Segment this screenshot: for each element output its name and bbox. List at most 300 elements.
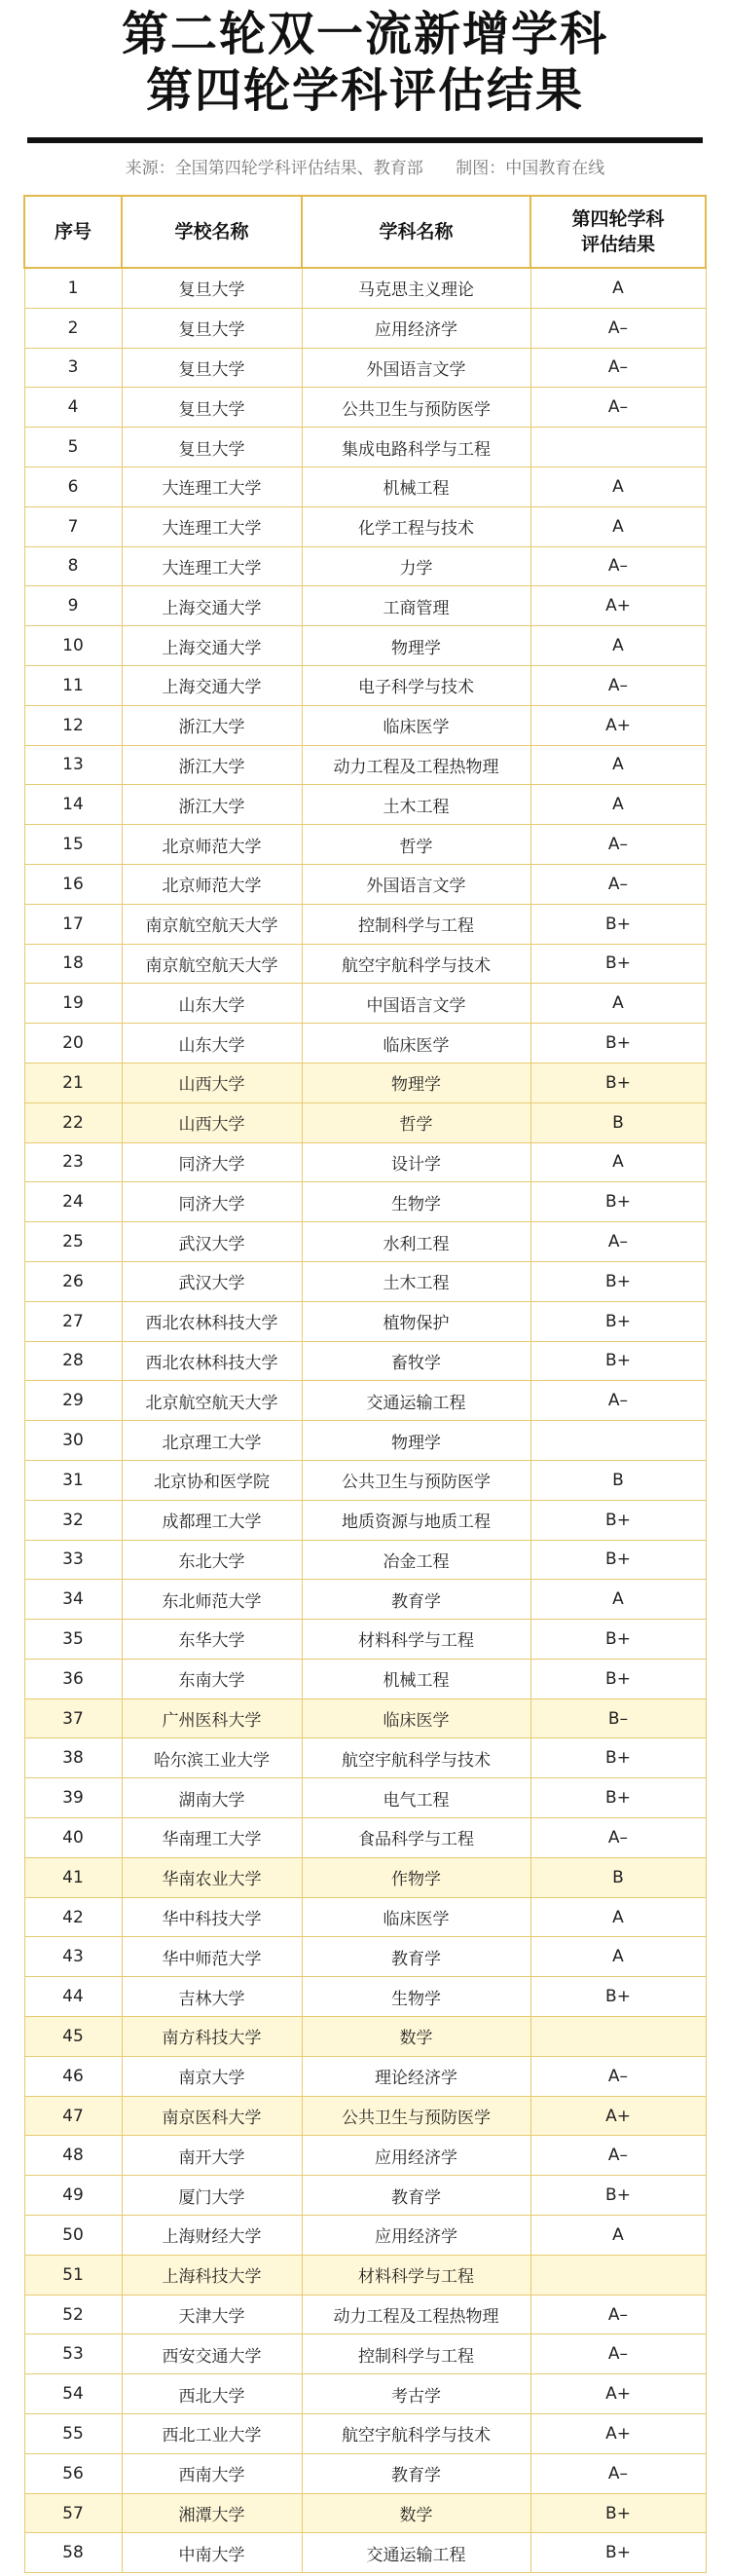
table-row xyxy=(24,785,706,825)
row-discipline: 考古学 xyxy=(302,2374,530,2414)
row-index: 20 xyxy=(24,1024,122,1064)
row-school: 大连理工大学 xyxy=(122,467,302,506)
row-index: 24 xyxy=(24,1182,122,1222)
row-discipline: 教育学 xyxy=(302,2176,530,2216)
row-school: 北京师范大学 xyxy=(122,864,302,904)
source-text: 来源：全国第四轮学科评估结果、教育部 xyxy=(125,159,423,178)
table-row xyxy=(24,1301,706,1341)
row-discipline: 物理学 xyxy=(302,1063,530,1102)
row-result: A– xyxy=(530,546,706,586)
row-result: A– xyxy=(530,1818,706,1858)
row-discipline: 应用经济学 xyxy=(302,2216,530,2256)
row-discipline: 应用经济学 xyxy=(302,2136,530,2176)
row-result: A xyxy=(530,268,706,308)
title-divider xyxy=(27,137,703,143)
row-index: 28 xyxy=(24,1341,122,1381)
row-index: 2 xyxy=(24,308,122,348)
row-discipline: 教育学 xyxy=(302,1580,530,1620)
row-index: 26 xyxy=(24,1261,122,1301)
row-school: 东北大学 xyxy=(122,1540,302,1580)
row-result: B+ xyxy=(530,1261,706,1301)
row-discipline: 植物保护 xyxy=(302,1301,530,1341)
row-result: B+ xyxy=(530,1024,706,1064)
row-school: 武汉大学 xyxy=(122,1222,302,1262)
row-school: 西北大学 xyxy=(122,2374,302,2414)
row-school: 山东大学 xyxy=(122,1024,302,1064)
row-school: 华中科技大学 xyxy=(122,1897,302,1937)
row-school: 南京大学 xyxy=(122,2056,302,2096)
table-row xyxy=(24,2334,706,2374)
row-discipline: 地质资源与地质工程 xyxy=(302,1500,530,1540)
row-result: A xyxy=(530,1897,706,1937)
row-result: B+ xyxy=(530,1778,706,1818)
row-school: 同济大学 xyxy=(122,1142,302,1182)
row-result: B+ xyxy=(530,1341,706,1381)
row-index: 53 xyxy=(24,2334,122,2374)
results-table xyxy=(23,195,707,2573)
row-school: 武汉大学 xyxy=(122,1261,302,1301)
row-discipline: 交通运输工程 xyxy=(302,1381,530,1421)
table-row xyxy=(24,1738,706,1778)
row-school: 华南理工大学 xyxy=(122,1818,302,1858)
table-row xyxy=(24,546,706,586)
source-line xyxy=(39,154,691,178)
page-title-line1: 第二轮双一流新增学科 xyxy=(121,7,608,61)
row-result: A+ xyxy=(530,586,706,626)
row-discipline: 公共卫生与预防医学 xyxy=(302,388,530,428)
row-index: 29 xyxy=(24,1381,122,1421)
row-index: 21 xyxy=(24,1063,122,1102)
row-result: A xyxy=(530,745,706,785)
row-result: B+ xyxy=(530,1063,706,1102)
table-row xyxy=(24,1937,706,1977)
row-index: 19 xyxy=(24,984,122,1024)
table-row xyxy=(24,2533,706,2573)
row-discipline: 材料科学与工程 xyxy=(302,2255,530,2295)
row-school: 华中师范大学 xyxy=(122,1937,302,1977)
row-school: 浙江大学 xyxy=(122,705,302,745)
row-result xyxy=(530,2255,706,2295)
row-discipline: 航空宇航科学与技术 xyxy=(302,944,530,984)
row-index: 10 xyxy=(24,626,122,666)
row-discipline: 教育学 xyxy=(302,1937,530,1977)
row-result: A xyxy=(530,1580,706,1620)
row-discipline: 土木工程 xyxy=(302,1261,530,1301)
row-school: 大连理工大学 xyxy=(122,546,302,586)
row-discipline: 外国语言文学 xyxy=(302,348,530,388)
table-row xyxy=(24,348,706,388)
row-result: A– xyxy=(530,388,706,428)
row-discipline: 电子科学与技术 xyxy=(302,665,530,705)
row-result: B+ xyxy=(530,1182,706,1222)
row-discipline: 工商管理 xyxy=(302,586,530,626)
row-school: 西北工业大学 xyxy=(122,2414,302,2454)
row-index: 50 xyxy=(24,2216,122,2256)
table-row xyxy=(24,586,706,626)
table-row xyxy=(24,1699,706,1738)
table-row xyxy=(24,1142,706,1182)
row-discipline: 水利工程 xyxy=(302,1222,530,1262)
table-row xyxy=(24,944,706,984)
table-row xyxy=(24,268,706,308)
title-block xyxy=(0,0,730,121)
row-discipline: 哲学 xyxy=(302,825,530,865)
table-row xyxy=(24,1381,706,1421)
row-index: 5 xyxy=(24,428,122,467)
table-row xyxy=(24,1102,706,1142)
row-school: 上海交通大学 xyxy=(122,626,302,666)
row-school: 厦门大学 xyxy=(122,2176,302,2216)
header-result xyxy=(530,196,706,268)
row-school: 山东大学 xyxy=(122,984,302,1024)
table-row xyxy=(24,1540,706,1580)
row-index: 42 xyxy=(24,1897,122,1937)
row-school: 复旦大学 xyxy=(122,428,302,467)
row-result: A+ xyxy=(530,2374,706,2414)
row-school: 北京师范大学 xyxy=(122,825,302,865)
row-discipline: 机械工程 xyxy=(302,1659,530,1699)
row-school: 东北师范大学 xyxy=(122,1580,302,1620)
table-row xyxy=(24,665,706,705)
table-row xyxy=(24,1182,706,1222)
table-row xyxy=(24,2453,706,2493)
row-result: B+ xyxy=(530,2176,706,2216)
row-result: B+ xyxy=(530,904,706,944)
row-discipline: 临床医学 xyxy=(302,1699,530,1738)
row-discipline: 材料科学与工程 xyxy=(302,1620,530,1660)
row-result: B xyxy=(530,1102,706,1142)
row-index: 58 xyxy=(24,2533,122,2573)
row-discipline: 生物学 xyxy=(302,1182,530,1222)
row-index: 18 xyxy=(24,944,122,984)
row-school: 西北农林科技大学 xyxy=(122,1341,302,1381)
table-row xyxy=(24,1620,706,1660)
row-result xyxy=(530,1421,706,1461)
row-index: 51 xyxy=(24,2255,122,2295)
header-school: 学校名称 xyxy=(122,196,302,268)
table-row xyxy=(24,904,706,944)
table-row xyxy=(24,1063,706,1102)
row-school: 上海交通大学 xyxy=(122,586,302,626)
header-index: 序号 xyxy=(24,196,122,268)
row-school: 北京航空航天大学 xyxy=(122,1381,302,1421)
row-index: 14 xyxy=(24,785,122,825)
row-result: B+ xyxy=(530,1738,706,1778)
row-school: 复旦大学 xyxy=(122,268,302,308)
table-row xyxy=(24,2255,706,2295)
row-result: A+ xyxy=(530,705,706,745)
row-school: 吉林大学 xyxy=(122,1977,302,2017)
table-row xyxy=(24,1818,706,1858)
row-index: 55 xyxy=(24,2414,122,2454)
row-discipline: 数学 xyxy=(302,2493,530,2533)
table-row xyxy=(24,1024,706,1064)
row-discipline: 机械工程 xyxy=(302,467,530,506)
row-school: 西南大学 xyxy=(122,2453,302,2493)
row-index: 35 xyxy=(24,1620,122,1660)
row-index: 47 xyxy=(24,2096,122,2136)
row-result: A– xyxy=(530,1381,706,1421)
row-index: 12 xyxy=(24,705,122,745)
row-index: 30 xyxy=(24,1421,122,1461)
row-discipline: 公共卫生与预防医学 xyxy=(302,1460,530,1500)
row-result: A+ xyxy=(530,2414,706,2454)
row-result: A– xyxy=(530,2453,706,2493)
header-result-line1: 第四轮学科 xyxy=(571,208,665,230)
row-school: 山西大学 xyxy=(122,1063,302,1102)
row-school: 北京理工大学 xyxy=(122,1421,302,1461)
row-school: 广州医科大学 xyxy=(122,1699,302,1738)
row-school: 华南农业大学 xyxy=(122,1857,302,1897)
row-index: 17 xyxy=(24,904,122,944)
row-result: B+ xyxy=(530,1659,706,1699)
row-index: 27 xyxy=(24,1301,122,1341)
row-discipline: 物理学 xyxy=(302,626,530,666)
table-row xyxy=(24,1460,706,1500)
row-school: 山西大学 xyxy=(122,1102,302,1142)
table-row xyxy=(24,1421,706,1461)
row-discipline: 中国语言文学 xyxy=(302,984,530,1024)
row-index: 13 xyxy=(24,745,122,785)
row-result: A– xyxy=(530,1222,706,1262)
table-row xyxy=(24,1659,706,1699)
row-result: B+ xyxy=(530,1301,706,1341)
row-result: A– xyxy=(530,665,706,705)
row-discipline: 哲学 xyxy=(302,1102,530,1142)
table-row xyxy=(24,1778,706,1818)
producer-text: 制图：中国教育在线 xyxy=(456,159,605,178)
row-result xyxy=(530,428,706,467)
row-discipline: 应用经济学 xyxy=(302,308,530,348)
row-discipline: 交通运输工程 xyxy=(302,2533,530,2573)
row-discipline: 航空宇航科学与技术 xyxy=(302,1738,530,1778)
row-index: 39 xyxy=(24,1778,122,1818)
table-row xyxy=(24,428,706,467)
row-discipline: 动力工程及工程热物理 xyxy=(302,745,530,785)
row-school: 西北农林科技大学 xyxy=(122,1301,302,1341)
row-result: B xyxy=(530,1460,706,1500)
table-row xyxy=(24,2374,706,2414)
row-discipline: 动力工程及工程热物理 xyxy=(302,2295,530,2334)
row-school: 南方科技大学 xyxy=(122,2017,302,2057)
table-row xyxy=(24,1341,706,1381)
row-index: 31 xyxy=(24,1460,122,1500)
row-index: 9 xyxy=(24,586,122,626)
row-index: 43 xyxy=(24,1937,122,1977)
row-result: A– xyxy=(530,2056,706,2096)
table-row xyxy=(24,388,706,428)
row-index: 25 xyxy=(24,1222,122,1262)
row-result: A xyxy=(530,984,706,1024)
row-school: 南京航空航天大学 xyxy=(122,944,302,984)
row-result: A– xyxy=(530,308,706,348)
row-school: 东南大学 xyxy=(122,1659,302,1699)
row-index: 48 xyxy=(24,2136,122,2176)
row-result: B+ xyxy=(530,1620,706,1660)
row-index: 54 xyxy=(24,2374,122,2414)
row-index: 32 xyxy=(24,1500,122,1540)
row-index: 52 xyxy=(24,2295,122,2334)
table-row xyxy=(24,2493,706,2533)
table-row xyxy=(24,2176,706,2216)
header-result-line2: 评估结果 xyxy=(580,234,655,255)
table-row xyxy=(24,705,706,745)
row-discipline: 作物学 xyxy=(302,1857,530,1897)
row-result: B+ xyxy=(530,1500,706,1540)
row-result: A+ xyxy=(530,2096,706,2136)
row-result: B+ xyxy=(530,2533,706,2573)
row-discipline: 土木工程 xyxy=(302,785,530,825)
row-index: 22 xyxy=(24,1102,122,1142)
row-discipline: 集成电路科学与工程 xyxy=(302,428,530,467)
row-result: A– xyxy=(530,348,706,388)
row-index: 46 xyxy=(24,2056,122,2096)
row-school: 浙江大学 xyxy=(122,745,302,785)
row-discipline: 控制科学与工程 xyxy=(302,904,530,944)
row-school: 上海交通大学 xyxy=(122,665,302,705)
table-row xyxy=(24,745,706,785)
row-result: A– xyxy=(530,2295,706,2334)
row-index: 23 xyxy=(24,1142,122,1182)
table-row xyxy=(24,825,706,865)
table-row xyxy=(24,1261,706,1301)
table-row xyxy=(24,1857,706,1897)
row-result: A xyxy=(530,785,706,825)
row-discipline: 临床医学 xyxy=(302,705,530,745)
table-row xyxy=(24,984,706,1024)
row-discipline: 公共卫生与预防医学 xyxy=(302,2096,530,2136)
page-title-line2: 第四轮学科评估结果 xyxy=(145,63,584,118)
row-school: 南开大学 xyxy=(122,2136,302,2176)
row-discipline: 电气工程 xyxy=(302,1778,530,1818)
row-result: A xyxy=(530,506,706,546)
table-row xyxy=(24,1897,706,1937)
row-result xyxy=(530,2017,706,2057)
row-school: 东华大学 xyxy=(122,1620,302,1660)
row-discipline: 教育学 xyxy=(302,2453,530,2493)
row-discipline: 理论经济学 xyxy=(302,2056,530,2096)
row-school: 大连理工大学 xyxy=(122,506,302,546)
row-discipline: 外国语言文学 xyxy=(302,864,530,904)
table-row xyxy=(24,467,706,506)
row-result: B+ xyxy=(530,1977,706,2017)
row-index: 7 xyxy=(24,506,122,546)
row-discipline: 冶金工程 xyxy=(302,1540,530,1580)
row-result: B+ xyxy=(530,944,706,984)
row-school: 同济大学 xyxy=(122,1182,302,1222)
row-discipline: 生物学 xyxy=(302,1977,530,2017)
table-row xyxy=(24,1500,706,1540)
row-index: 4 xyxy=(24,388,122,428)
table-row xyxy=(24,2136,706,2176)
row-result: B+ xyxy=(530,1540,706,1580)
row-school: 复旦大学 xyxy=(122,308,302,348)
table-row xyxy=(24,864,706,904)
table-row xyxy=(24,2295,706,2334)
row-index: 11 xyxy=(24,665,122,705)
row-result: A– xyxy=(530,2334,706,2374)
row-index: 56 xyxy=(24,2453,122,2493)
row-result: A– xyxy=(530,2136,706,2176)
table-row xyxy=(24,1977,706,2017)
row-index: 33 xyxy=(24,1540,122,1580)
row-school: 南京航空航天大学 xyxy=(122,904,302,944)
row-index: 44 xyxy=(24,1977,122,2017)
row-school: 上海科技大学 xyxy=(122,2255,302,2295)
table-row xyxy=(24,2216,706,2256)
row-index: 40 xyxy=(24,1818,122,1858)
row-result: A xyxy=(530,1142,706,1182)
row-school: 复旦大学 xyxy=(122,388,302,428)
row-index: 15 xyxy=(24,825,122,865)
row-discipline: 食品科学与工程 xyxy=(302,1818,530,1858)
row-result: A– xyxy=(530,825,706,865)
row-index: 3 xyxy=(24,348,122,388)
row-discipline: 临床医学 xyxy=(302,1024,530,1064)
row-school: 北京协和医学院 xyxy=(122,1460,302,1500)
row-result: A xyxy=(530,467,706,506)
row-index: 57 xyxy=(24,2493,122,2533)
table-body xyxy=(24,268,706,2573)
row-discipline: 临床医学 xyxy=(302,1897,530,1937)
row-school: 成都理工大学 xyxy=(122,1500,302,1540)
row-result: B+ xyxy=(530,2493,706,2533)
table-row xyxy=(24,2096,706,2136)
row-school: 中南大学 xyxy=(122,2533,302,2573)
table-row xyxy=(24,1222,706,1262)
table-row xyxy=(24,626,706,666)
row-index: 37 xyxy=(24,1699,122,1738)
table-row xyxy=(24,308,706,348)
header-discipline: 学科名称 xyxy=(302,196,530,268)
row-school: 复旦大学 xyxy=(122,348,302,388)
row-index: 6 xyxy=(24,467,122,506)
table-row xyxy=(24,2017,706,2057)
row-index: 45 xyxy=(24,2017,122,2057)
row-result: B xyxy=(530,1857,706,1897)
row-index: 34 xyxy=(24,1580,122,1620)
row-discipline: 控制科学与工程 xyxy=(302,2334,530,2374)
table-row xyxy=(24,1580,706,1620)
row-result: A– xyxy=(530,864,706,904)
row-index: 38 xyxy=(24,1738,122,1778)
table-row xyxy=(24,2056,706,2096)
row-discipline: 马克思主义理论 xyxy=(302,268,530,308)
row-school: 西安交通大学 xyxy=(122,2334,302,2374)
row-discipline: 畜牧学 xyxy=(302,1341,530,1381)
row-index: 36 xyxy=(24,1659,122,1699)
row-discipline: 物理学 xyxy=(302,1421,530,1461)
row-discipline: 数学 xyxy=(302,2017,530,2057)
row-result: A xyxy=(530,2216,706,2256)
row-discipline: 化学工程与技术 xyxy=(302,506,530,546)
row-school: 湖南大学 xyxy=(122,1778,302,1818)
row-school: 南京医科大学 xyxy=(122,2096,302,2136)
row-school: 浙江大学 xyxy=(122,785,302,825)
table-row xyxy=(24,506,706,546)
row-discipline: 设计学 xyxy=(302,1142,530,1182)
row-result: B– xyxy=(530,1699,706,1738)
row-school: 哈尔滨工业大学 xyxy=(122,1738,302,1778)
row-index: 8 xyxy=(24,546,122,586)
row-discipline: 力学 xyxy=(302,546,530,586)
row-school: 天津大学 xyxy=(122,2295,302,2334)
row-index: 16 xyxy=(24,864,122,904)
row-index: 1 xyxy=(24,268,122,308)
row-discipline: 航空宇航科学与技术 xyxy=(302,2414,530,2454)
row-result: A xyxy=(530,1937,706,1977)
row-index: 41 xyxy=(24,1857,122,1897)
